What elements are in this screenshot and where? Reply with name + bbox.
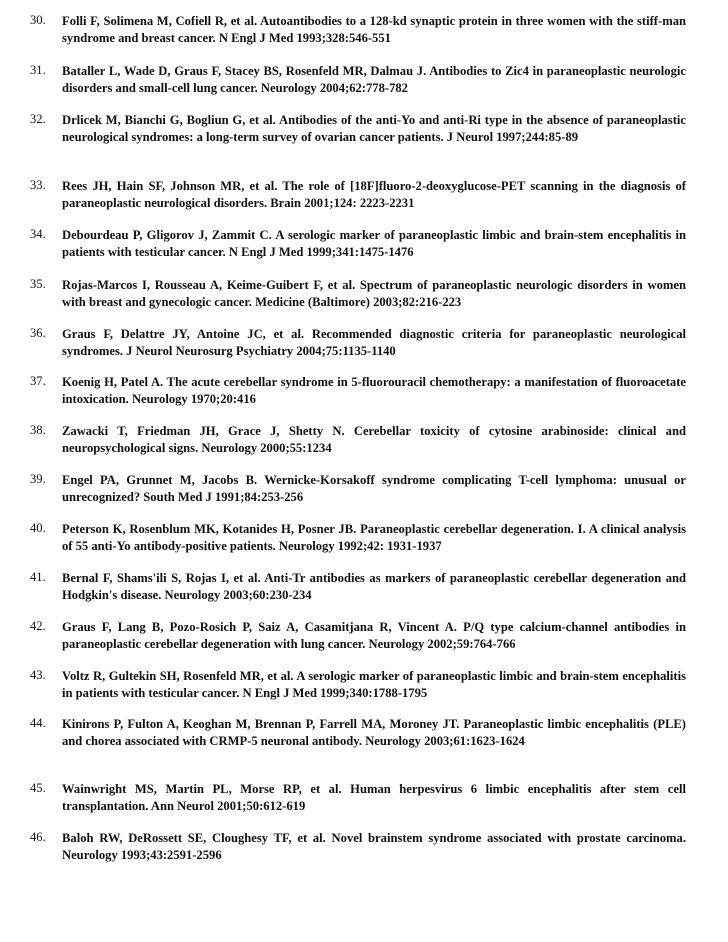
reference-number: 40.: [30, 521, 46, 535]
reference-text: Koenig H, Patel A. The acute cerebellar syndrome in 5-fluorouracil chemotherapy: a manifestation of fluoroacetate intoxication. Neurology 1970;20:416: [62, 375, 686, 406]
reference-text: Kinirons P, Fulton A, Keoghan M, Brennan P, Farrell MA, Moroney JT. Paraneoplastic limbic encephalitis (PLE) and chorea associated with CRMP-5 neuronal antibody. Neurology 2003;61:1623-1624: [62, 717, 686, 748]
reference-number: 38.: [30, 423, 46, 437]
reference-number: 46.: [30, 830, 46, 844]
reference-number: 36.: [30, 326, 46, 340]
reference-text: Graus F, Delattre JY, Antoine JC, et al. Recommended diagnostic criteria for paraneoplastic neurological syndromes. J Neurol Neurosurg Psychiatry 2004;75:1135-1140: [62, 327, 686, 358]
reference-text: Rees JH, Hain SF, Johnson MR, et al. The role of [18F]fluoro-2-deoxyglucose-PET scanning in the diagnosis of paraneoplastic neurological disorders. Brain 2001;124: 2223-2231: [62, 179, 686, 210]
reference-number: 33.: [30, 178, 46, 192]
reference-number: 45.: [30, 781, 46, 795]
reference-number: 30.: [30, 13, 46, 27]
reference-text: Peterson K, Rosenblum MK, Kotanides H, Posner JB. Paraneoplastic cerebellar degeneration. I. A clinical analysis of 55 anti-Yo antibody-positive patients. Neurology 1992;42: 1931-1937: [62, 522, 686, 553]
reference-text: Graus F, Lang B, Pozo-Rosich P, Saiz A, Casamitjana R, Vincent A. P/Q type calcium-channel antibodies in paraneoplastic cerebellar degeneration with lung cancer. Neurology 2002;59:764-766: [62, 620, 686, 651]
reference-number: 43.: [30, 668, 46, 682]
reference-text: Engel PA, Grunnet M, Jacobs B. Wernicke-Korsakoff syndrome complicating T-cell lymphoma: unusual or unrecognized? South Med J 1991;84:253-256: [62, 473, 686, 504]
reference-text: Bataller L, Wade D, Graus F, Stacey BS, Rosenfeld MR, Dalmau J. Antibodies to Zic4 in paraneoplastic neurologic disorders and small-cell lung cancer. Neurology 2004;62:778-782: [62, 64, 686, 95]
reference-text: Bernal F, Shams'ili S, Rojas I, et al. Anti-Tr antibodies as markers of paraneoplastic cerebellar degeneration and Hodgkin's disease. Neurology 2003;60:230-234: [62, 571, 686, 602]
reference-text: Zawacki T, Friedman JH, Grace J, Shetty N. Cerebellar toxicity of cytosine arabinoside: clinical and neuropsychological signs. Neurology 2000;55:1234: [62, 424, 686, 455]
reference-text: Wainwright MS, Martin PL, Morse RP, et al. Human herpesvirus 6 limbic encephalitis after stem cell transplantation. Ann Neurol 2001;50:612-619: [62, 782, 686, 813]
reference-text: Baloh RW, DeRossett SE, Cloughesy TF, et al. Novel brainstem syndrome associated with prostate carcinoma. Neurology 1993;43:2591-2596: [62, 831, 686, 862]
reference-number: 42.: [30, 619, 46, 633]
reference-text: Rojas-Marcos I, Rousseau A, Keime-Guibert F, et al. Spectrum of paraneoplastic neurologic disorders in women with breast and gynecologic cancer. Medicine (Baltimore) 2003;82:216-223: [62, 278, 686, 309]
reference-number: 34.: [30, 227, 46, 241]
reference-number: 39.: [30, 472, 46, 486]
reference-text: Drlicek M, Bianchi G, Bogliun G, et al. Antibodies of the anti-Yo and anti-Ri type in the absence of paraneoplastic neurological syndromes: a long-term survey of ovarian cancer patients. J Neurol 1997;244:85-89: [62, 113, 686, 144]
reference-number: 32.: [30, 112, 46, 126]
reference-text: Folli F, Solimena M, Cofiell R, et al. Autoantibodies to a 128-kd synaptic protein in three women with the stiff-man syndrome and breast cancer. N Engl J Med 1993;328:546-551: [62, 14, 686, 45]
reference-number: 41.: [30, 570, 46, 584]
reference-number: 44.: [30, 716, 46, 730]
reference-text: Debourdeau P, Gligorov J, Zammit C. A serologic marker of paraneoplastic limbic and brain-stem encephalitis in patients with testicular cancer. N Engl J Med 1999;341:1475-1476: [62, 228, 686, 259]
reference-number: 37.: [30, 374, 46, 388]
reference-number: 31.: [30, 63, 46, 77]
reference-text: Voltz R, Gultekin SH, Rosenfeld MR, et al. A serologic marker of paraneoplastic limbic and brain-stem encephalitis in patients with testicular cancer. N Engl J Med 1999;340:1788-1795: [62, 669, 686, 700]
reference-number: 35.: [30, 277, 46, 291]
